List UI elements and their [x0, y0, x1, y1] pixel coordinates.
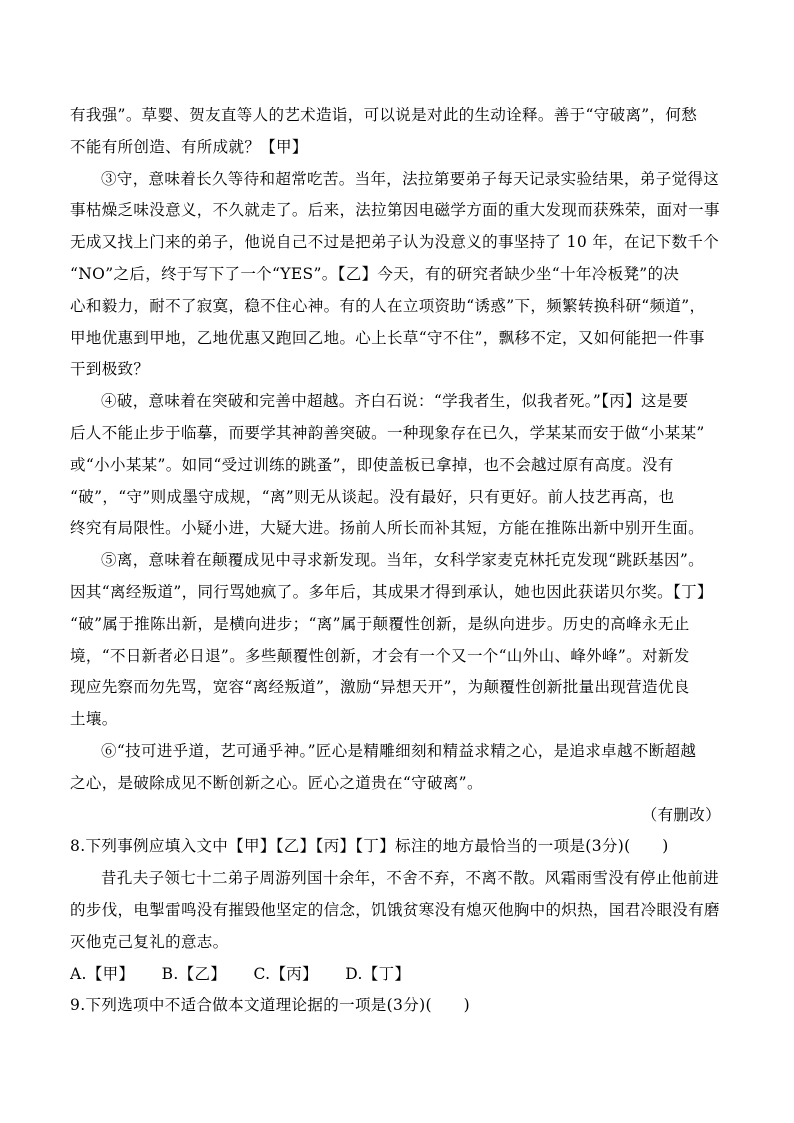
paragraph-intro-end — [70, 100, 725, 164]
option-b[interactable]: B.【乙】 — [161, 964, 227, 983]
text-line: “破”属于推陈出新，是横向进步；“离”属于颠覆性创新，是纵向进步。历史的高峰永无止 — [70, 614, 690, 633]
text-line: 无成又找上门来的弟子，他说自己不过是把弟子认为没意义的事坚持了 10 年，在记下数千个 — [70, 233, 720, 252]
text-line: ⑤离，意味着在颠覆成见中寻求新发现。当年，女科学家麦克林托克发现“跳跃基因”。 — [101, 551, 705, 570]
text-line: 心和毅力，耐不了寂寞，稳不住心神。有的人在立项资助“诱惑”下，频繁转换科研“频道”， — [70, 296, 706, 315]
text-line: “破”，“守”则成墨守成规，“离”则无从谈起。没有最好，只有更好。前人技艺再高，也 — [70, 487, 675, 506]
paragraph-3-shou — [70, 164, 725, 387]
text-line: 或“小小某某”。如同“受过训练的跳蚤”，即使盖板已拿掉，也不会越过原有高度。没有 — [70, 455, 674, 474]
text-line: 现应先察而勿先骂，宽容“离经叛道”，激励“异想天开”，为颠覆性创新批量出现营造优良 — [70, 678, 690, 697]
question-9 — [70, 990, 725, 1022]
question-material-line: 灭他克己复礼的意志。 — [70, 932, 229, 951]
text-line: “NO”之后，终于写下了一个“YES”。【乙】今天，有的研究者缺少坐“十年冷板凳”的决 — [70, 264, 680, 283]
question-material-line: 昔孔夫子领七十二弟子周游列国十余年，不舍不弃，不离不散。风霜雨雪没有停止他前进 — [101, 869, 720, 888]
text-line: 甲地优惠到甲地，乙地优惠又跑回乙地。心上长草“守不住”，飘移不定，又如何能把一件事 — [70, 328, 705, 347]
paragraph-6-conclusion — [70, 736, 725, 800]
question-stem: 9.下列选项中不适合做本文道理论据的一项是(3分)( ) — [70, 996, 470, 1015]
question-stem: 8.下列事例应填入文中【甲】【乙】【丙】【丁】标注的地方最恰当的一项是(3分)( ) — [70, 837, 669, 856]
answer-options — [70, 959, 725, 991]
text-line: ⑥“技可进乎道，艺可通乎神。”匠心是精雕细刻和精益求精之心，是追求卓越不断超越 — [101, 741, 697, 760]
question-8 — [70, 831, 725, 990]
text-line: 后人不能止步于临摹，而要学其神韵善突破。一种现象存在已久，学某某而安于做“小某某” — [70, 423, 705, 442]
text-line: 境，“不日新者必日退”。多些颠覆性创新，才会有一个又一个“山外山、峰外峰”。对新发 — [70, 646, 690, 665]
paragraph-5-li — [70, 545, 725, 736]
text-line: 干到极致？ — [70, 360, 150, 379]
text-line: ③守，意味着长久等待和超常吃苦。当年，法拉第要弟子每天记录实验结果，弟子觉得这 — [101, 169, 720, 188]
text-line: 土壤。 — [70, 710, 118, 729]
text-line: 之心，是破除成见不断创新之心。匠心之道贵在“守破离”。 — [70, 773, 483, 792]
exam-page — [70, 100, 725, 1022]
option-a[interactable]: A.【甲】 — [70, 964, 135, 983]
text-line: 不能有所创造、有所成就？【甲】 — [70, 137, 308, 156]
text-line: 终究有局限性。小疑小进，大疑大进。扬前人所长而补其短，方能在推陈出新中别开生面。 — [70, 519, 705, 538]
text-line: 有我强”。草婴、贺友直等人的艺术造诣，可以说是对此的生动诠释。善于“守破离”，何愁 — [70, 106, 698, 124]
text-line: 因其“离经叛道”，同行骂她疯了。多年后，其成果才得到承认，她也因此获诺贝尔奖。【丁】 — [70, 582, 713, 601]
option-d[interactable]: D.【丁】 — [345, 964, 411, 983]
source-note: （有删改） — [641, 805, 721, 824]
text-line: 事枯燥乏味没意义，不久就走了。后来，法拉第因电磁学方面的重大发现而获殊荣，面对一事 — [70, 201, 720, 220]
paragraph-4-po — [70, 386, 725, 545]
option-c[interactable]: C.【丙】 — [253, 964, 318, 983]
text-line: ④破，意味着在突破和完善中超越。齐白石说：“学我者生，似我者死。”【丙】这是要 — [101, 392, 689, 411]
question-material-line: 的步伐，电掣雷鸣没有摧毁他坚定的信念，饥饿贫寒没有熄灭他胸中的炽热，国君冷眼没有磨 — [70, 900, 720, 919]
